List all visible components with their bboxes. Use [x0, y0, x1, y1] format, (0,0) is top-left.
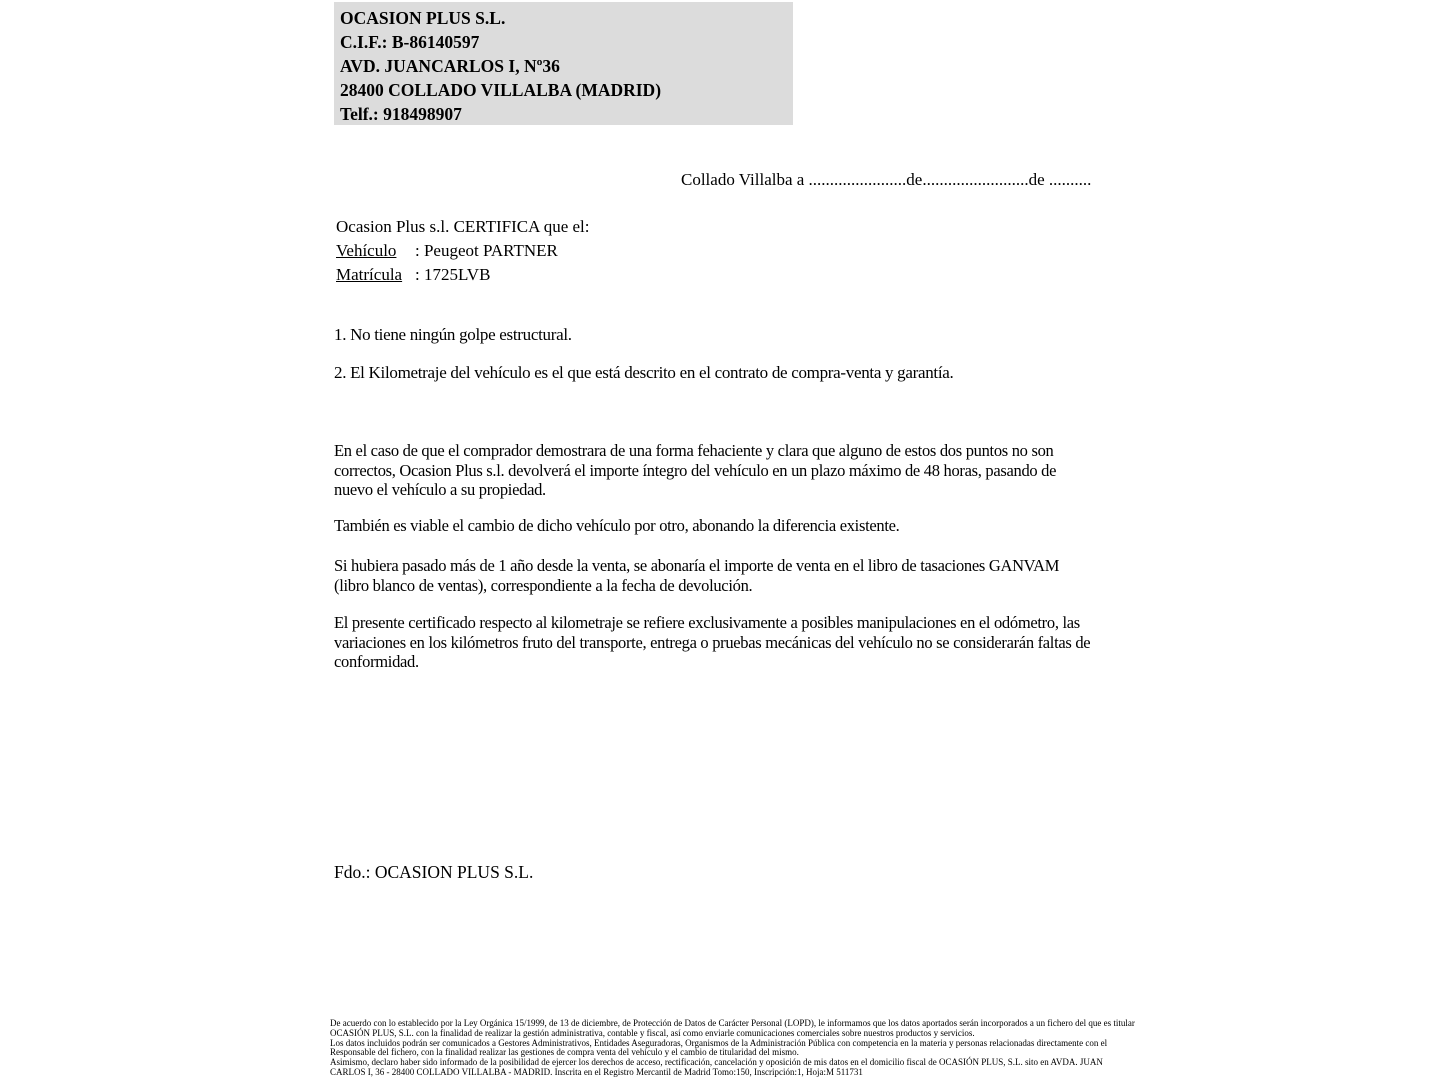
- certification-block: [336, 215, 590, 287]
- paragraph-refund: En el caso de que el comprador demostrara de una forma fehaciente y clara que alguno de estos dos puntos no son correctos, Ocasion Plus s.l. devolverá el importe íntegro del vehículo en un plazo máximo de 48 horas, pasando de nuevo el vehículo a su propiedad.: [334, 441, 1057, 500]
- signature-line: Fdo.: OCASION PLUS S.L.: [334, 862, 534, 882]
- legal-line-5: Asimismo, declaro haber sido informado de la posibilidad de ejercer los derechos de acceso, rectificación, cancelación y oposición de mis datos en el domicilio fiscal de OCASIÓN PLUS, S.L. sito en AVDA. JUAN: [330, 1057, 1103, 1068]
- company-city: 28400 COLLADO VILLALBA (MADRID): [340, 80, 662, 100]
- legal-line-6: CARLOS I, 36 - 28400 COLLADO VILLALBA - MADRID. Inscrita en el Registro Mercantil de Madrid Tomo:150, Inscripción:1, Hoja:M 511731: [330, 1066, 863, 1077]
- legal-line-2: OCASIÓN PLUS, S.L. con la finalidad de realizar la gestión administrativa, contable y fiscal, así como enviarle comunicaciones comerciales sobre nuestros productos y servicios.: [330, 1027, 975, 1038]
- date-line: Collado Villalba a .......................de.........................de ..........: [681, 170, 1092, 189]
- company-name: OCASION PLUS S.L.: [340, 8, 506, 28]
- plate-value: : 1725LVB: [415, 265, 491, 284]
- point-mileage: 2. El Kilometraje del vehículo es el que está descrito en el contrato de compra-venta y garantía.: [334, 363, 954, 382]
- paragraph-exchange: También es viable el cambio de dicho vehículo por otro, abonando la diferencia existente.: [334, 516, 900, 535]
- vehicle-label: Vehículo: [336, 241, 397, 260]
- vehicle-value: : Peugeot PARTNER: [415, 241, 558, 260]
- vehicle-field: [336, 239, 590, 263]
- legal-footer: [330, 1018, 1135, 1078]
- company-phone: Telf.: 918498907: [340, 104, 462, 124]
- company-cif: C.I.F.: B-86140597: [340, 32, 480, 52]
- legal-line-3: Los datos incluidos podrán ser comunicados a Gestores Administrativos, Entidades Aseguradoras, Organismos de la Administración Pública con competencia en la materia y personas relacionadas directamente con el: [330, 1037, 1108, 1048]
- certify-intro: Ocasion Plus s.l. CERTIFICA que el:: [336, 217, 590, 236]
- plate-field: [336, 263, 590, 287]
- point-no-structural-damage: 1. No tiene ningún golpe estructural.: [334, 325, 572, 344]
- plate-label: Matrícula: [336, 265, 403, 284]
- paragraph-odometer: El presente certificado respecto al kilometraje se refiere exclusivamente a posibles manipulaciones en el odómetro, las variaciones en los kilómetros fruto del transporte, entrega o pruebas mecánicas del vehículo no se considerarán faltas de conformidad.: [334, 613, 1091, 672]
- company-address: AVD. JUANCARLOS I, Nº36: [340, 56, 560, 76]
- legal-line-1: De acuerdo con lo establecido por la Ley Orgánica 15/1999, de 13 de diciembre, de Protección de Datos de Carácter Personal (LOPD), le informamos que los datos aportados serán incorporados a un fichero del que es titular: [330, 1018, 1135, 1028]
- legal-line-4: Responsable del fichero, con la finalidad realizar las gestiones de compra venta del vehículo y el cambio de titularidad del mismo.: [330, 1047, 799, 1058]
- company-header-box: [334, 2, 793, 125]
- paragraph-ganvam: Si hubiera pasado más de 1 año desde la venta, se abonaría el importe de venta en el libro de tasaciones GANVAM (libro blanco de ventas), correspondiente a la fecha de devolución.: [334, 556, 1060, 595]
